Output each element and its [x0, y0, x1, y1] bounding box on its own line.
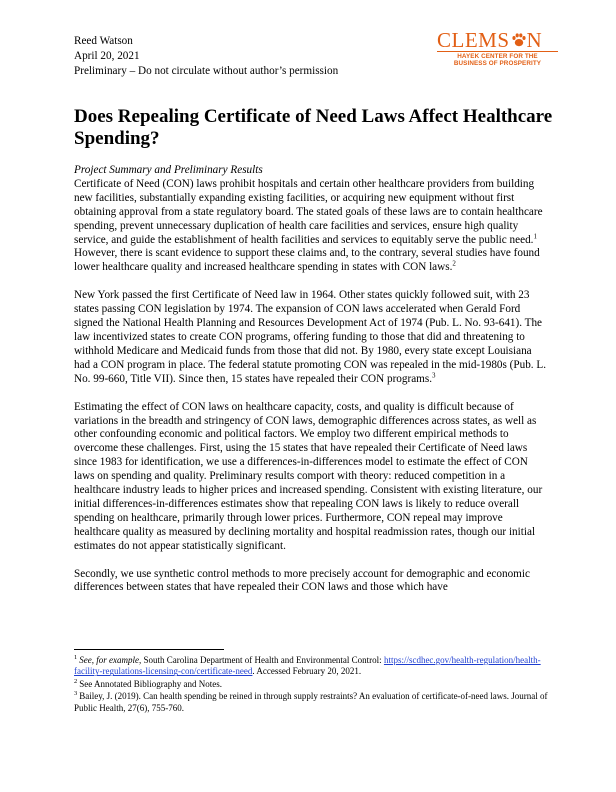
footnote-ref-2[interactable]: 2 — [452, 259, 456, 268]
footnote-link[interactable]: https://scdhec.gov/health-regulation/health-facility-regulations-licensing-con/certificate-need — [74, 655, 541, 677]
footnote-divider — [74, 649, 224, 650]
paragraph-1-text-a: Certificate of Need (CON) laws prohibit hospitals and certain other healthcare providers from building new facilities, substantially expanding existing facilities, or acquiring new equipment without first obtaining approval from a state regulatory board. The stated goals of these laws are to contain healthcare spending, prevent unnecessary duplication of health care facilities and services, ensure high quality service, and guide the establishment of health facilities and services to equitably serve the public need. — [74, 177, 543, 246]
footnote-ref-3[interactable]: 3 — [432, 370, 436, 379]
paragraph-4: Secondly, we use synthetic control methods to more precisely account for demographic and economic differences between states that have repealed their CON laws and those which have — [74, 567, 530, 594]
footnote-text: Bailey, J. (2019). Can health spending be reined in through supply restraints? An evaluation of certificate-of-need laws. Journal of Public Health, 27(6), 755-760. — [74, 691, 548, 713]
tiger-paw-icon — [511, 32, 527, 48]
paragraph-1 — [74, 164, 550, 275]
footnote-number: 2 — [74, 677, 78, 685]
circulation-notice: Preliminary – Do not circulate without author’s permission — [74, 65, 339, 77]
logo-subtitle-line1: HAYEK CENTER FOR THE — [457, 53, 538, 60]
clemson-hayek-logo — [437, 29, 558, 67]
footnote-3 — [74, 691, 550, 714]
section-title: Project Summary and Preliminary Results — [74, 164, 263, 176]
author-name: Reed Watson — [74, 35, 133, 47]
logo-subtitle — [437, 51, 558, 67]
logo-wordmark — [437, 29, 558, 51]
logo-subtitle-line2: BUSINESS OF PROSPERITY — [453, 60, 542, 67]
footnote-lead: See, for example, — [79, 655, 142, 665]
logo-word-end: N — [526, 28, 543, 52]
logo-word-start: CLEMS — [437, 28, 510, 52]
footnote-number: 1 — [74, 654, 78, 661]
document-body — [74, 164, 550, 609]
paragraph-1-text-b: However, there is scant evidence to support these claims and, to the contrary, several studies have found lower healthcare quality and increased healthcare spending in states with CON laws. — [74, 247, 540, 274]
paragraph-2 — [74, 289, 550, 386]
footnote-2 — [74, 679, 550, 690]
footnote-1 — [74, 655, 550, 678]
footnote-tail: . Accessed February 20, 2021. — [252, 666, 362, 677]
paragraph-2-text: New York passed the first Certificate of Need law in 1964. Other states quickly followed suit, with 23 states passing CON legislation by 1974. The expansion of CON laws accelerated when Gerald Ford signed the National Health Planning and Resources Development Act of 1974 (Pub. L. No. 93-641). The law incentivized states to create CON programs, offering funding to those that did and threatening to withhold Medicare and Medicaid funds from those that did not. By 1980, every state except Louisiana had a CON program in place. The federal statute promoting CON was repealed in the mid-1980s (Pub. L. No. 99-660, Title VII). Since then, 15 states have repealed their CON programs. — [74, 289, 547, 385]
paragraph-3: Estimating the effect of CON laws on healthcare capacity, costs, and quality is difficult because of variations in the breadth and stringency of CON laws, demographic differences across states, as well as other confounding economic and political factors. We employ two different empirical methods to overcome these challenges. First, using the 15 states that have repealed their Certificate of Need laws since 1983 for identification, we use a differences-in-differences model to estimate the effect of CON laws on spending and quality. Preliminary results comport with theory: reduced competition in a healthcare industry leads to higher prices and increased spending. Consistent with existing literature, our initial differences-in-differences estimates show that repealing CON laws is likely to reduce overall spending on healthcare, primarily through lower prices. Furthermore, CON repeal may improve healthcare quality as measured by declining mortality and hospital readmission rates, though our initial estimates do not appear statistically significant. — [74, 400, 543, 552]
footnote-ref-1[interactable]: 1 — [533, 231, 537, 240]
footnote-number: 3 — [74, 690, 78, 698]
document-header — [74, 34, 338, 79]
footnote-text: See Annotated Bibliography and Notes. — [79, 678, 222, 689]
document-title: Does Repealing Certificate of Need Laws Affect Healthcare Spending? — [74, 106, 553, 149]
footnote-text: South Carolina Department of Health and Environmental Control: — [141, 655, 384, 665]
document-date: April 20, 2021 — [74, 50, 140, 62]
footnotes — [74, 655, 550, 715]
